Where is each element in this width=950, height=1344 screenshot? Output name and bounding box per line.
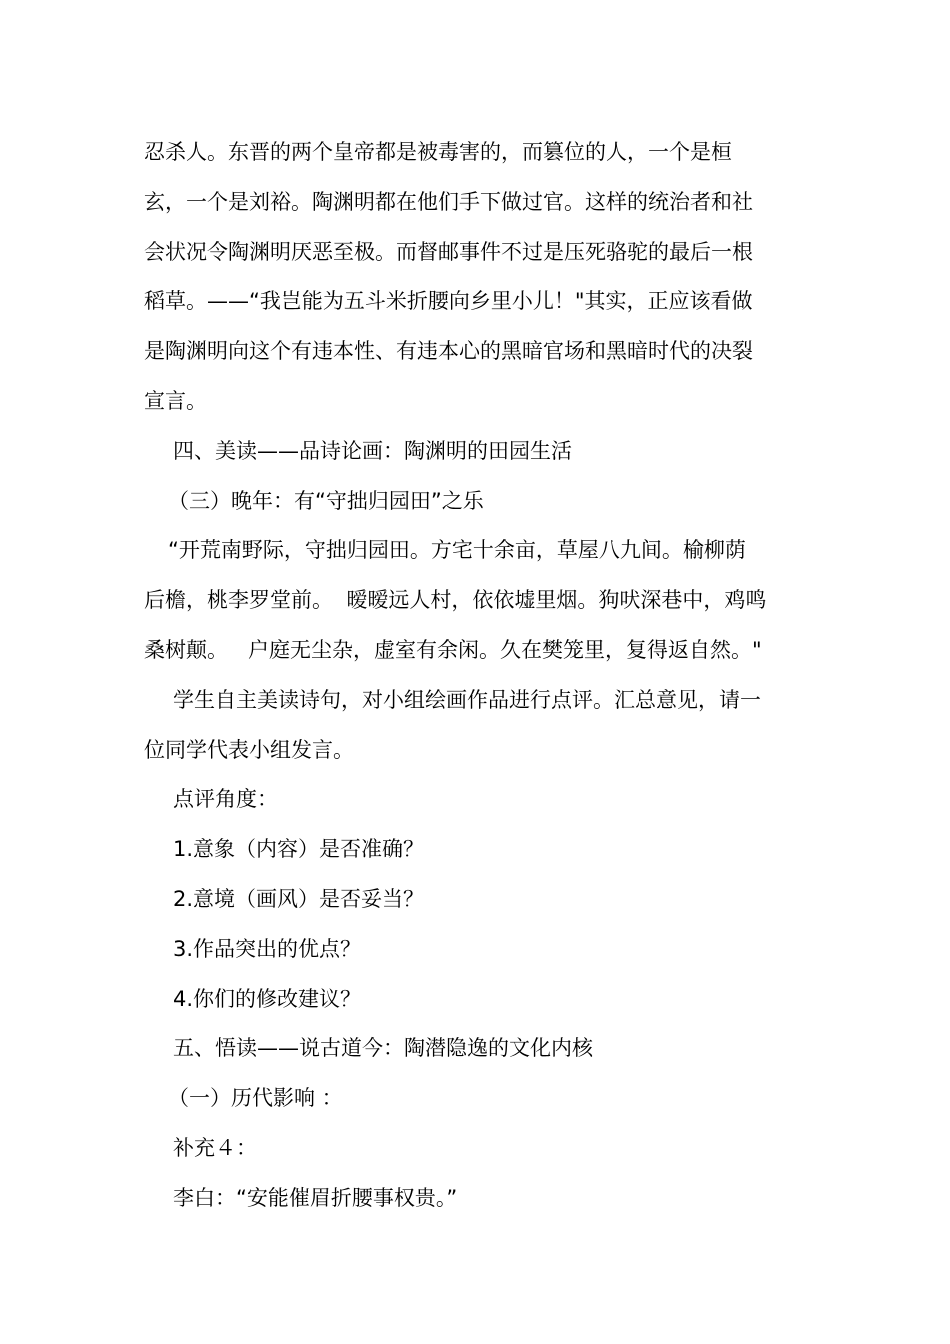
document-page [144, 128, 808, 1224]
supplement-label: 补充４： [173, 1135, 257, 1160]
activity-line: 学生自主美读诗句，对小组绘画作品进行点评。汇总意见，请一 [173, 687, 761, 712]
poem-line: 桑树颠。 户庭无尘杂，虚室有余闲。久在樊笼里，复得返自然。" [144, 637, 762, 662]
criteria-item: 2.意境（画风）是否妥当？ [173, 886, 425, 911]
poem-line: 后檐，桃李罗堂前。 暧暧远人村，依依墟里烟。狗吠深巷中，鸡鸣 [144, 588, 767, 613]
criteria-label: 点评角度： [173, 787, 278, 812]
section-heading: 五、悟读——说古道今：陶潜隐逸的文化内核 [173, 1036, 593, 1061]
criteria-item: 4.你们的修改建议？ [173, 986, 362, 1011]
paragraph-line: 忍杀人。东晋的两个皇帝都是被毒害的，而篡位的人，一个是桓 [144, 140, 732, 164]
criteria-item: 3.作品突出的优点？ [173, 936, 362, 961]
quote-line: 李白：“安能催眉折腰事权贵。” [173, 1185, 458, 1210]
paragraph-line: 稻草。——“我岂能为五斗米折腰向乡里小儿！"其实，正应该看做 [144, 289, 753, 314]
subsection-heading: （一）历代影响 ： [168, 1086, 343, 1111]
activity-line: 位同学代表小组发言。 [144, 737, 354, 762]
criteria-item: 1.意象（内容）是否准确？ [173, 837, 425, 862]
poem-line: “开荒南野际，守拙归园田。方宅十余亩，草屋八九间。榆柳荫 [168, 538, 746, 563]
section-heading: 四、美读——品诗论画：陶渊明的田园生活 [173, 438, 572, 463]
paragraph-line: 宣言。 [144, 388, 207, 413]
paragraph-line: 玄，一个是刘裕。陶渊明都在他们手下做过官。这样的统治者和社 [144, 189, 753, 214]
paragraph-line: 是陶渊明向这个有违本性、有违本心的黑暗官场和黑暗时代的决裂 [144, 339, 753, 364]
subsection-heading: （三）晚年：有“守拙归园田”之乐 [168, 488, 484, 513]
paragraph-line: 会状况令陶渊明厌恶至极。而督邮事件不过是压死骆驼的最后一根 [144, 239, 753, 264]
